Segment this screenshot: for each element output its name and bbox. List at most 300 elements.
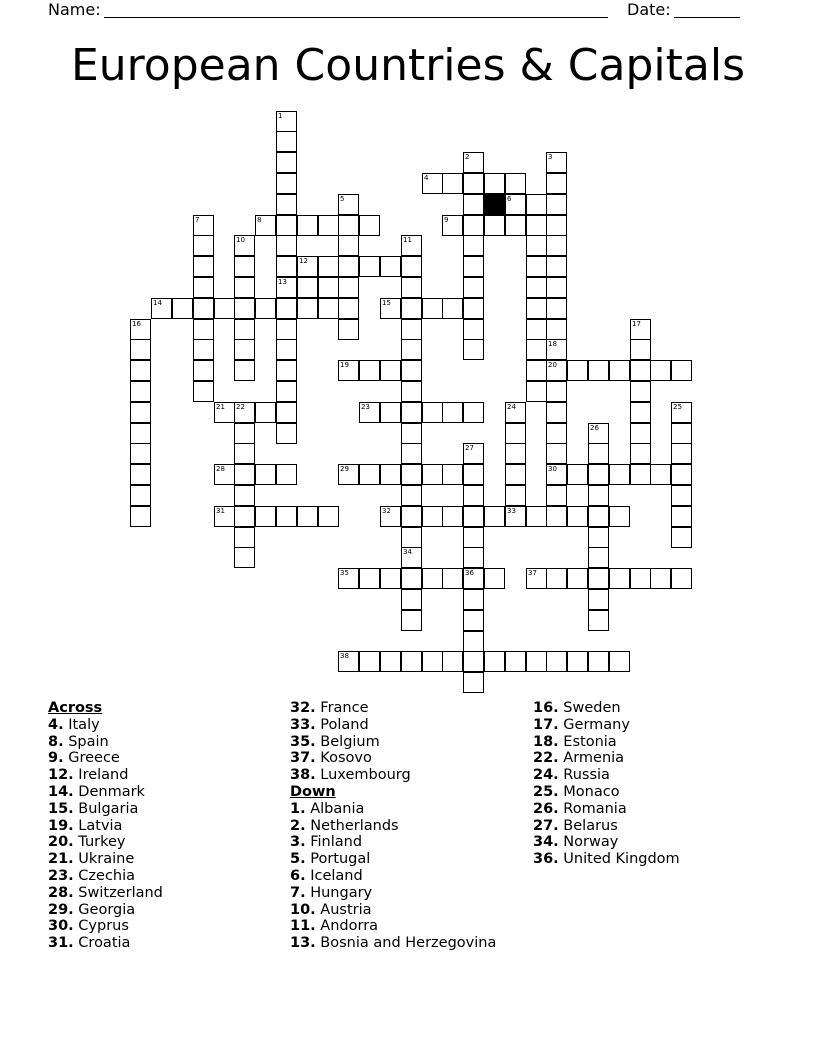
grid-cell[interactable] — [401, 360, 422, 381]
grid-cell[interactable] — [463, 631, 484, 652]
grid-cell[interactable] — [401, 298, 422, 319]
grid-cell[interactable] — [255, 402, 276, 423]
grid-cell[interactable] — [463, 298, 484, 319]
grid-cell[interactable] — [422, 506, 443, 527]
grid-cell[interactable] — [463, 672, 484, 693]
grid-cell[interactable] — [401, 277, 422, 298]
grid-cell[interactable] — [380, 360, 401, 381]
grid-cell[interactable] — [505, 423, 526, 444]
grid-cell[interactable] — [567, 506, 588, 527]
grid-cell[interactable] — [422, 402, 443, 423]
grid-cell[interactable] — [151, 298, 172, 319]
grid-cell[interactable] — [359, 568, 380, 589]
clue-item-number: 5. — [290, 851, 306, 868]
grid-cell[interactable] — [463, 194, 484, 215]
grid-cell[interactable] — [546, 443, 567, 464]
grid-cell[interactable] — [318, 277, 339, 298]
grid-cell[interactable] — [276, 423, 297, 444]
grid-cell[interactable] — [609, 464, 630, 485]
grid-cell[interactable] — [463, 339, 484, 360]
grid-cell[interactable] — [546, 152, 567, 173]
clue-item-number: 16. — [533, 700, 559, 716]
grid-cell[interactable] — [234, 547, 255, 568]
grid-cell[interactable] — [401, 651, 422, 672]
grid-cell[interactable] — [546, 277, 567, 298]
clue-number: 38 — [340, 652, 349, 660]
clue-item-text: Belarus — [558, 817, 618, 834]
clue-number: 20 — [548, 361, 557, 369]
grid-cell[interactable] — [401, 339, 422, 360]
grid-cell[interactable] — [671, 527, 692, 548]
clue-item-text: Iceland — [305, 867, 363, 884]
grid-cell[interactable] — [255, 298, 276, 319]
grid-cell[interactable] — [463, 277, 484, 298]
page-title: European Countries & Capitals — [70, 40, 746, 91]
grid-cell[interactable] — [401, 568, 422, 589]
clue-number: 22 — [236, 403, 245, 411]
clue-item-number: 20. — [48, 834, 74, 851]
grid-cell[interactable] — [505, 651, 526, 672]
grid-cell[interactable] — [276, 506, 297, 527]
clue-item-text: Russia — [558, 767, 610, 784]
clue-number: 21 — [216, 403, 225, 411]
grid-cell[interactable] — [193, 339, 214, 360]
grid-cell[interactable] — [588, 485, 609, 506]
grid-cell[interactable] — [401, 319, 422, 340]
grid-cell[interactable] — [526, 339, 547, 360]
grid-cell[interactable] — [338, 319, 359, 340]
clue-number: 15 — [382, 299, 391, 307]
grid-cell[interactable] — [567, 568, 588, 589]
grid-cell[interactable] — [234, 256, 255, 277]
grid-cell[interactable] — [442, 464, 463, 485]
grid-cell[interactable] — [234, 464, 255, 485]
grid-cell[interactable] — [380, 402, 401, 423]
grid-cell[interactable] — [276, 173, 297, 194]
grid-cell[interactable] — [401, 464, 422, 485]
grid-cell[interactable] — [650, 360, 671, 381]
clue-item-text: Bosnia and Herzegovina — [315, 935, 497, 952]
grid-cell[interactable] — [130, 464, 151, 485]
grid-cell[interactable] — [318, 256, 339, 277]
grid-cell[interactable] — [380, 464, 401, 485]
clue-item — [290, 801, 530, 818]
grid-cell[interactable] — [671, 485, 692, 506]
clue-item-text: Romania — [558, 800, 627, 817]
grid-cell[interactable] — [255, 215, 276, 236]
grid-cell[interactable] — [193, 256, 214, 277]
grid-cell[interactable] — [463, 152, 484, 173]
grid-cell[interactable] — [338, 194, 359, 215]
grid-cell[interactable] — [526, 568, 547, 589]
grid-cell[interactable] — [380, 651, 401, 672]
grid-cell[interactable] — [463, 651, 484, 672]
grid-cell[interactable] — [650, 568, 671, 589]
grid-cell[interactable] — [401, 589, 422, 610]
grid-cell[interactable] — [526, 319, 547, 340]
grid-cell[interactable] — [546, 568, 567, 589]
clue-number: 37 — [528, 569, 537, 577]
grid-cell[interactable] — [130, 506, 151, 527]
grid-cell[interactable] — [318, 215, 339, 236]
grid-cell[interactable] — [359, 464, 380, 485]
grid-cell[interactable] — [526, 651, 547, 672]
grid-cell[interactable] — [276, 215, 297, 236]
grid-cell[interactable] — [422, 568, 443, 589]
grid-cell[interactable] — [234, 423, 255, 444]
grid-cell[interactable] — [630, 443, 651, 464]
clue-item-text: Norway — [558, 834, 619, 851]
grid-cell[interactable] — [297, 506, 318, 527]
grid-cell[interactable] — [609, 506, 630, 527]
grid-cell[interactable] — [546, 464, 567, 485]
grid-cell[interactable] — [130, 402, 151, 423]
grid-cell[interactable] — [422, 173, 443, 194]
grid-cell[interactable] — [193, 235, 214, 256]
grid-cell[interactable] — [484, 651, 505, 672]
grid-cell[interactable] — [276, 381, 297, 402]
clue-item-number: 13. — [290, 935, 316, 952]
grid-cell[interactable] — [463, 547, 484, 568]
grid-cell[interactable] — [276, 111, 297, 132]
grid-cell[interactable] — [505, 215, 526, 236]
clue-number: 33 — [507, 507, 516, 515]
clue-item-text: Albania — [305, 800, 365, 817]
grid-cell[interactable] — [401, 256, 422, 277]
grid-cell[interactable] — [505, 194, 526, 215]
grid-cell[interactable] — [193, 215, 214, 236]
grid-cell[interactable] — [401, 423, 422, 444]
grid-cell[interactable] — [130, 485, 151, 506]
grid-cell[interactable] — [401, 485, 422, 506]
grid-cell[interactable] — [276, 402, 297, 423]
grid-cell[interactable] — [214, 464, 235, 485]
grid-cell[interactable] — [234, 319, 255, 340]
grid-cell[interactable] — [442, 651, 463, 672]
grid-cell[interactable] — [630, 339, 651, 360]
grid-cell[interactable] — [276, 464, 297, 485]
grid-cell[interactable] — [442, 173, 463, 194]
grid-cell[interactable] — [297, 215, 318, 236]
grid-cell[interactable] — [276, 131, 297, 152]
grid-cell[interactable] — [588, 423, 609, 444]
grid-cell[interactable] — [442, 506, 463, 527]
grid-cell[interactable] — [526, 256, 547, 277]
clue-item-text: Bulgaria — [73, 800, 139, 817]
grid-cell[interactable] — [234, 527, 255, 548]
grid-cell[interactable] — [588, 547, 609, 568]
grid-cell[interactable] — [130, 339, 151, 360]
grid-cell[interactable] — [630, 360, 651, 381]
grid-cell[interactable] — [276, 256, 297, 277]
grid-cell[interactable] — [546, 319, 567, 340]
clue-item-number: 21. — [48, 851, 74, 868]
grid-cell[interactable] — [671, 360, 692, 381]
grid-cell[interactable] — [484, 568, 505, 589]
grid-cell[interactable] — [526, 277, 547, 298]
grid-cell[interactable] — [463, 485, 484, 506]
grid-cell[interactable] — [442, 568, 463, 589]
grid-cell[interactable] — [297, 298, 318, 319]
grid-cell[interactable] — [318, 506, 339, 527]
grid-cell[interactable] — [609, 360, 630, 381]
grid-cell[interactable] — [442, 215, 463, 236]
grid-cell[interactable] — [588, 464, 609, 485]
grid-cell[interactable] — [234, 485, 255, 506]
clue-item — [48, 935, 278, 952]
grid-cell[interactable] — [609, 568, 630, 589]
grid-cell[interactable] — [505, 506, 526, 527]
grid-cell[interactable] — [463, 568, 484, 589]
grid-cell[interactable] — [276, 194, 297, 215]
grid-cell[interactable] — [588, 568, 609, 589]
grid-cell[interactable] — [130, 319, 151, 340]
grid-cell[interactable] — [193, 381, 214, 402]
grid-cell[interactable] — [630, 464, 651, 485]
grid-cell[interactable] — [276, 152, 297, 173]
grid-cell[interactable] — [463, 506, 484, 527]
grid-cell[interactable] — [463, 443, 484, 464]
grid-cell[interactable] — [567, 360, 588, 381]
grid-cell[interactable] — [526, 506, 547, 527]
grid-cell[interactable] — [505, 173, 526, 194]
grid-cell[interactable] — [546, 423, 567, 444]
grid-cell[interactable] — [255, 464, 276, 485]
grid-cell[interactable] — [526, 235, 547, 256]
grid-cell[interactable] — [671, 464, 692, 485]
grid-cell[interactable] — [130, 443, 151, 464]
grid-cell[interactable] — [630, 402, 651, 423]
clue-item — [290, 885, 530, 902]
clue-number: 7 — [195, 216, 200, 224]
clue-item-number: 4. — [48, 716, 64, 733]
clue-item — [290, 834, 530, 851]
grid-cell[interactable] — [650, 464, 671, 485]
clue-item — [48, 717, 278, 734]
grid-cell[interactable] — [338, 298, 359, 319]
grid-cell[interactable] — [276, 235, 297, 256]
clue-number: 19 — [340, 361, 349, 369]
grid-cell[interactable] — [234, 277, 255, 298]
grid-cell[interactable] — [276, 339, 297, 360]
clue-item-number: 25. — [533, 783, 559, 800]
grid-cell[interactable] — [671, 568, 692, 589]
grid-cell[interactable] — [338, 651, 359, 672]
clue-item-text: Denmark — [73, 783, 145, 800]
grid-cell[interactable] — [630, 319, 651, 340]
clue-item-text: Kosovo — [315, 750, 372, 767]
grid-cell[interactable] — [463, 402, 484, 423]
clue-item-number: 23. — [48, 867, 74, 884]
grid-cell[interactable] — [422, 651, 443, 672]
grid-cell[interactable] — [193, 277, 214, 298]
grid-cell[interactable] — [276, 298, 297, 319]
grid-cell[interactable] — [401, 547, 422, 568]
grid-cell[interactable] — [380, 298, 401, 319]
clue-number: 2 — [465, 153, 470, 161]
grid-cell[interactable] — [234, 235, 255, 256]
grid-cell[interactable] — [234, 298, 255, 319]
grid-cell[interactable] — [463, 235, 484, 256]
clue-item — [533, 818, 773, 835]
clue-number: 5 — [340, 195, 345, 203]
grid-cell[interactable] — [359, 651, 380, 672]
grid-cell[interactable] — [546, 194, 567, 215]
grid-cell[interactable] — [588, 360, 609, 381]
grid-cell[interactable] — [463, 173, 484, 194]
grid-cell[interactable] — [401, 381, 422, 402]
grid-cell[interactable] — [234, 443, 255, 464]
grid-cell[interactable] — [588, 610, 609, 631]
grid-cell[interactable] — [422, 464, 443, 485]
grid-cell[interactable] — [484, 173, 505, 194]
grid-cell[interactable] — [422, 298, 443, 319]
grid-cell[interactable] — [338, 215, 359, 236]
grid-cell[interactable] — [526, 215, 547, 236]
clue-item-text: Luxembourg — [315, 767, 411, 784]
grid-cell[interactable] — [214, 506, 235, 527]
grid-cell[interactable] — [546, 235, 567, 256]
grid-cell[interactable] — [401, 527, 422, 548]
grid-cell[interactable] — [401, 610, 422, 631]
grid-cell[interactable] — [338, 256, 359, 277]
grid-cell[interactable] — [401, 235, 422, 256]
clue-number: 36 — [465, 569, 474, 577]
grid-cell[interactable] — [609, 651, 630, 672]
grid-cell[interactable] — [588, 589, 609, 610]
clue-item-text: Georgia — [73, 901, 136, 918]
grid-cell[interactable] — [338, 277, 359, 298]
grid-cell[interactable] — [234, 402, 255, 423]
grid-cell[interactable] — [546, 485, 567, 506]
grid-cell[interactable] — [526, 360, 547, 381]
grid-cell[interactable] — [671, 506, 692, 527]
grid-cell[interactable] — [505, 402, 526, 423]
grid-cell[interactable] — [588, 527, 609, 548]
grid-cell[interactable] — [172, 298, 193, 319]
grid-cell[interactable] — [588, 443, 609, 464]
grid-cell[interactable] — [276, 319, 297, 340]
grid-cell[interactable] — [630, 381, 651, 402]
clue-item — [48, 902, 278, 919]
grid-cell[interactable] — [380, 506, 401, 527]
grid-cell[interactable] — [671, 402, 692, 423]
grid-cell[interactable] — [401, 443, 422, 464]
grid-cell[interactable] — [359, 402, 380, 423]
grid-cell[interactable] — [276, 360, 297, 381]
grid-cell[interactable] — [671, 423, 692, 444]
grid-cell[interactable] — [193, 360, 214, 381]
grid-cell[interactable] — [463, 215, 484, 236]
grid-cell[interactable] — [463, 589, 484, 610]
grid-cell[interactable] — [546, 360, 567, 381]
grid-cell[interactable] — [505, 464, 526, 485]
grid-cell[interactable] — [214, 402, 235, 423]
grid-cell[interactable] — [276, 277, 297, 298]
grid-cell[interactable] — [359, 256, 380, 277]
grid-cell[interactable] — [546, 506, 567, 527]
grid-cell[interactable] — [546, 651, 567, 672]
grid-cell[interactable] — [442, 402, 463, 423]
grid-cell[interactable] — [526, 298, 547, 319]
grid-cell[interactable] — [505, 443, 526, 464]
grid-cell[interactable] — [630, 423, 651, 444]
grid-cell[interactable] — [463, 256, 484, 277]
grid-cell[interactable] — [193, 298, 214, 319]
grid-cell[interactable] — [463, 610, 484, 631]
clue-item — [533, 851, 773, 868]
grid-cell[interactable] — [505, 485, 526, 506]
clue-number: 29 — [340, 465, 349, 473]
grid-cell[interactable] — [255, 506, 276, 527]
grid-cell[interactable] — [546, 298, 567, 319]
grid-cell[interactable] — [297, 256, 318, 277]
grid-cell[interactable] — [567, 651, 588, 672]
grid-cell[interactable] — [359, 360, 380, 381]
grid-cell[interactable] — [130, 381, 151, 402]
clue-item — [48, 750, 278, 767]
grid-cell[interactable] — [359, 215, 380, 236]
clue-item — [533, 700, 773, 717]
grid-cell[interactable] — [130, 360, 151, 381]
grid-cell[interactable] — [401, 402, 422, 423]
grid-cell[interactable] — [546, 381, 567, 402]
grid-cell[interactable] — [463, 527, 484, 548]
grid-cell[interactable] — [338, 360, 359, 381]
grid-cell[interactable] — [588, 506, 609, 527]
grid-cell[interactable] — [380, 256, 401, 277]
grid-cell[interactable] — [484, 506, 505, 527]
grid-cell[interactable] — [463, 464, 484, 485]
grid-cell[interactable] — [546, 215, 567, 236]
grid-cell[interactable] — [234, 506, 255, 527]
clue-item-number: 10. — [290, 901, 316, 918]
clue-item-text: Monaco — [558, 783, 620, 800]
grid-cell[interactable] — [338, 568, 359, 589]
clue-item-number: 6. — [290, 867, 306, 884]
clue-number: 1 — [278, 112, 283, 120]
grid-cell[interactable] — [526, 194, 547, 215]
clue-number: 18 — [548, 340, 557, 348]
grid-cell[interactable] — [338, 235, 359, 256]
grid-cell[interactable] — [297, 277, 318, 298]
grid-cell[interactable] — [234, 339, 255, 360]
grid-cell[interactable] — [463, 319, 484, 340]
grid-cell[interactable] — [130, 423, 151, 444]
grid-cell[interactable] — [546, 339, 567, 360]
clue-item — [48, 851, 278, 868]
grid-cell[interactable] — [234, 360, 255, 381]
grid-cell[interactable] — [193, 319, 214, 340]
clue-item-text: Netherlands — [305, 817, 399, 834]
grid-cell[interactable] — [442, 298, 463, 319]
grid-cell[interactable] — [546, 402, 567, 423]
grid-cell[interactable] — [526, 381, 547, 402]
clue-section-heading: Across — [48, 700, 103, 716]
grid-cell[interactable] — [630, 568, 651, 589]
grid-cell[interactable] — [671, 443, 692, 464]
grid-cell[interactable] — [588, 651, 609, 672]
grid-cell[interactable] — [546, 173, 567, 194]
grid-cell[interactable] — [214, 298, 235, 319]
grid-cell[interactable] — [484, 215, 505, 236]
grid-cell[interactable] — [318, 298, 339, 319]
grid-cell[interactable] — [401, 506, 422, 527]
grid-cell[interactable] — [546, 256, 567, 277]
grid-cell[interactable] — [380, 568, 401, 589]
grid-cell[interactable] — [338, 464, 359, 485]
grid-cell[interactable] — [567, 464, 588, 485]
